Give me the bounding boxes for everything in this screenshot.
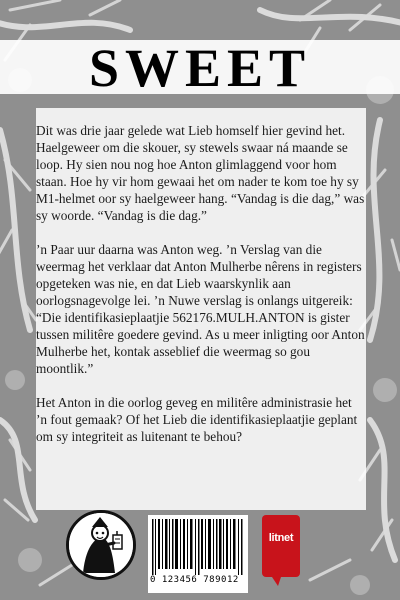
figure-with-lantern-icon xyxy=(66,510,136,580)
blurb-paragraph: Dit was drie jaar gelede wat Lieb homself hier gevind het. Haelgeweer om die skouer, sy stewels swaar ná maande se loop. Hy sien nou nog hoe Anton glimlaggend voor hom staan. Hoe hy vir hom gewaai het om nader te kom toe hy sy M1-helmet oor sy haelgeweer hang. “Vandag is die dag,” was sy woorde. “Vandag is die dag.” xyxy=(36,123,365,223)
blurb-paragraph: ’n Paar uur daarna was Anton weg. ’n Verslag van die weermag het verklaar dat Anton Mulherbe nêrens in registers opgeteken was nie, en dat Lieb waarskynlik aan oorlogsnagevolge lei. ’n Nuwe verslag is onlangs uitgereik: “Die identifikasieplaatjie 562176.MULH.ANTON is gister tussen militêre goedere gevind. As u meer inligting oor Anton Mulherbe het, kontak asseblief die weermag so gou moontlik.” xyxy=(36,242,365,376)
book-title: SWEET xyxy=(88,38,312,98)
litnet-logo xyxy=(262,515,300,577)
blurb-text xyxy=(36,122,366,462)
litnet-label: litnet xyxy=(268,532,294,544)
litnet-logo-tail xyxy=(270,574,282,586)
barcode-digits: 0 123456 789012 xyxy=(150,575,239,585)
blurb-paragraph: Het Anton in die oorlog geveg en militêre administrasie het ’n fout gemaak? Of het Lieb die identifikasieplaatjie geplant om sy integriteit as luitenant te behou? xyxy=(36,395,358,444)
